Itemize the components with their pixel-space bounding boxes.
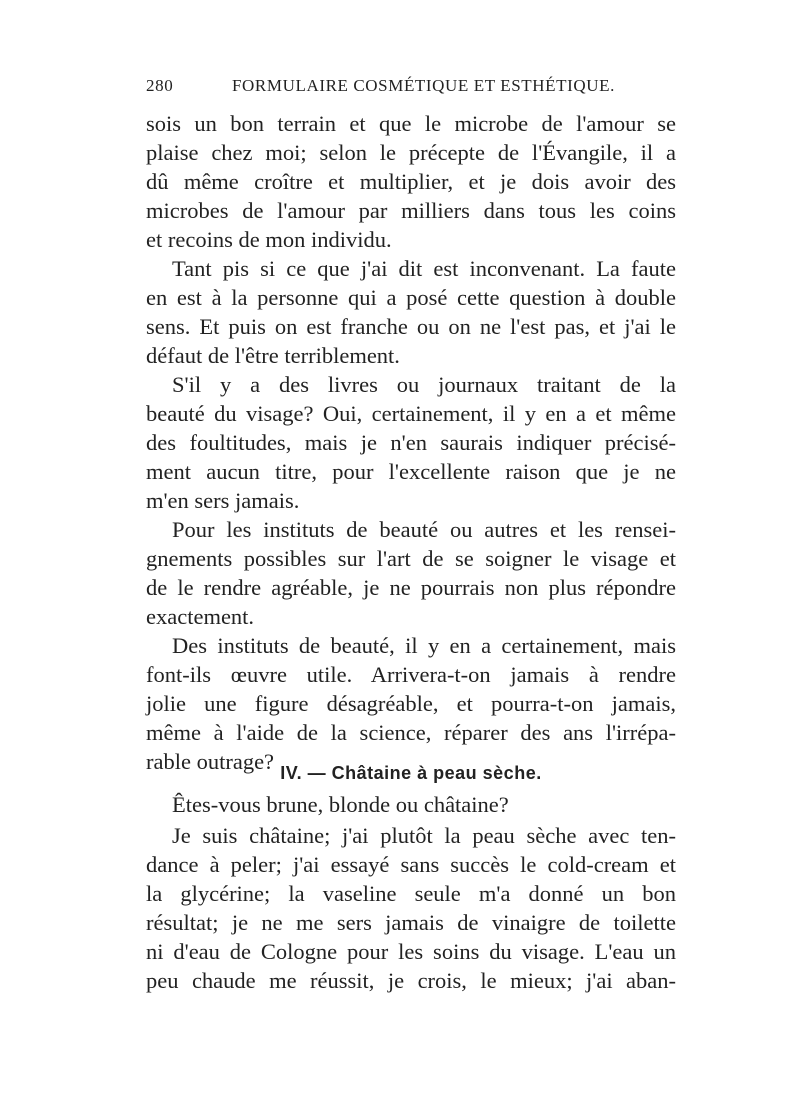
running-title: FORMULAIRE COSMÉTIQUE ET ESTHÉTIQUE.	[232, 76, 615, 95]
page-number: 280	[146, 76, 174, 95]
text-line: Êtes-vous brune, blonde ou châtaine?	[172, 792, 509, 817]
text-line: dû même croître et multiplier, et je dois avoir des	[146, 169, 676, 194]
text-line: en est à la personne qui a posé cette question à double	[146, 285, 676, 310]
text-line: exactement.	[146, 604, 255, 629]
text-line: et recoins de mon individu.	[146, 227, 392, 252]
text-line: sois un bon terrain et que le microbe de l'amour se	[146, 111, 676, 136]
text-line: S'il y a des livres ou journaux traitant de la	[172, 372, 676, 397]
text-line: Pour les instituts de beauté ou autres et les rensei-	[172, 517, 676, 542]
text-line: sens. Et puis on est franche ou on ne l'est pas, et j'ai le	[146, 314, 676, 339]
text-line: la glycérine; la vaseline seule m'a donné un bon	[146, 881, 676, 906]
text-line: des foultitudes, mais je n'en saurais indiquer précisé-	[146, 430, 676, 455]
text-line: beauté du visage? Oui, certainement, il y en a et même	[146, 401, 676, 426]
text-line: rable outrage?	[146, 749, 275, 774]
text-line: gnements possibles sur l'art de se soigner le visage et	[146, 546, 676, 571]
text-line: Des instituts de beauté, il y en a certainement, mais	[172, 633, 676, 658]
text-line: même à l'aide de la science, réparer des ans l'irrépa-	[146, 720, 676, 745]
section-heading: IV. — Châtaine à peau sèche.	[280, 763, 542, 783]
text-line: ni d'eau de Cologne pour les soins du visage. L'eau un	[146, 939, 676, 964]
text-line: dance à peler; j'ai essayé sans succès le cold-cream et	[146, 852, 676, 877]
text-line: résultat; je ne me sers jamais de vinaigre de toilette	[146, 910, 676, 935]
text-line: ment aucun titre, pour l'excellente raison que je ne	[146, 459, 676, 484]
text-line: peu chaude me réussit, je crois, le mieux; j'ai aban-	[146, 968, 676, 993]
running-head	[146, 76, 676, 100]
text-line: jolie une figure désagréable, et pourra-t-on jamais,	[146, 691, 676, 716]
text-line: plaise chez moi; selon le précepte de l'Évangile, il a	[146, 140, 676, 165]
text-line: défaut de l'être terriblement.	[146, 343, 400, 368]
text-line: de le rendre agréable, je ne pourrais non plus répondre	[146, 575, 676, 600]
text-line: font-ils œuvre utile. Arrivera-t-on jamais à rendre	[146, 662, 676, 687]
text-line: m'en sers jamais.	[146, 488, 300, 513]
text-line: Tant pis si ce que j'ai dit est inconvenant. La faute	[172, 256, 676, 281]
text-line: microbes de l'amour par milliers dans tous les coins	[146, 198, 676, 223]
text-line: Je suis châtaine; j'ai plutôt la peau sèche avec ten-	[172, 823, 676, 848]
